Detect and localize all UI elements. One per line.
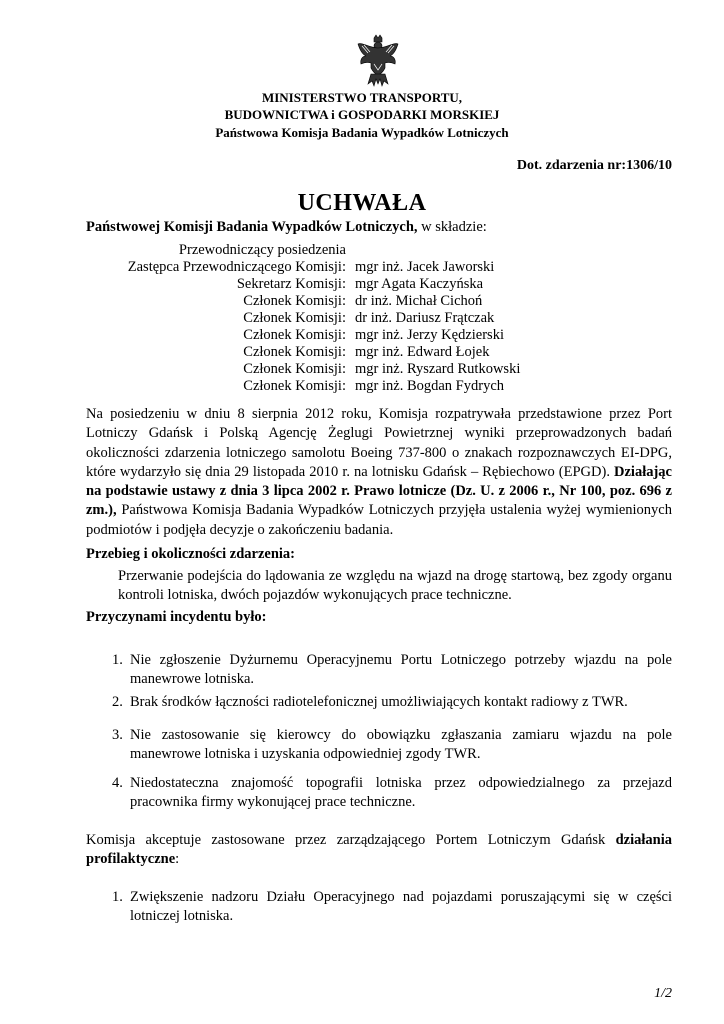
intro-part2: Państwowa Komisja Badania Wypadków Lotniczych przyjęła ustalenia wyżej wymienionych podmiotów i podjęła decyzje o zakończeniu badania. <box>86 502 672 538</box>
member-names <box>355 259 520 395</box>
composition-intro-bold: Państwowej Komisji Badania Wypadków Lotniczych, <box>86 219 418 235</box>
cause-item <box>112 726 672 764</box>
ministry-name-line2: BUDOWNICTWA i GOSPODARKI MORSKIEJ <box>224 107 500 122</box>
member-name: mgr inż. Jerzy Kędzierski <box>355 327 504 343</box>
cause-number: 1. <box>112 652 123 668</box>
role-chair: Przewodniczący posiedzenia <box>178 242 346 258</box>
role-member: Członek Komisji: <box>243 293 346 309</box>
member-name: mgr inż. Bogdan Fydrych <box>355 378 505 394</box>
cause-number: 2. <box>112 694 123 710</box>
course-text: Przerwanie podejścia do lądowania ze względu na wjazd na drogę startową, bez zgody organu kontroli lotniska, dwóch pojazdów wykonujących prace techniczne. <box>118 568 672 603</box>
composition-intro-rest: w składzie: <box>417 219 487 235</box>
page-number: 1/2 <box>654 986 672 1001</box>
ministry-name-line1: MINISTERSTWO TRANSPORTU, <box>261 90 463 105</box>
member-name: dr inż. Dariusz Frątczak <box>355 310 495 326</box>
preventive-paragraph <box>86 831 672 870</box>
cause-text: Nie zastosowanie się kierowcy do obowiązku zgłaszania zamiaru wjazdu na pole manewrowe lotniska i uzyskania odpowiedniej zgody TWR. <box>130 727 672 762</box>
member-name: dr inż. Michał Cichoń <box>355 293 483 309</box>
incident-reference: Dot. zdarzenia nr:1306/10 <box>516 158 672 173</box>
member-name: mgr inż. Jacek Jaworski <box>355 259 495 275</box>
role-member: Członek Komisji: <box>243 344 346 360</box>
role-member: Członek Komisji: <box>243 378 346 394</box>
intro-paragraph <box>86 405 672 540</box>
role-member: Członek Komisji: <box>243 310 346 326</box>
role-deputy: Zastępca Przewodniczącego Komisji: <box>127 259 346 275</box>
cause-text: Brak środków łączności radiotelefonicznej umożliwiających kontakt radiowy z TWR. <box>130 694 628 710</box>
member-name: mgr Agata Kaczyńska <box>355 276 484 292</box>
member-name: mgr inż. Edward Łojek <box>355 344 490 360</box>
role-secretary: Sekretarz Komisji: <box>236 276 346 292</box>
cause-number: 3. <box>112 727 123 743</box>
preventive-bold: działania profilaktyczne <box>86 832 672 868</box>
cause-item <box>112 693 672 712</box>
cause-item <box>112 651 672 689</box>
preventive-number: 1. <box>112 889 123 905</box>
cause-number: 4. <box>112 775 123 791</box>
causes-heading: Przyczynami incydentu było: <box>86 609 267 625</box>
composition-intro <box>86 219 487 236</box>
preventive-item-text: Zwiększenie nadzoru Działu Operacyjnego nad pojazdami poruszającymi się w części lotniczej lotniska. <box>130 889 672 924</box>
commission-name: Państwowa Komisja Badania Wypadków Lotniczych <box>215 125 509 140</box>
document-title: UCHWAŁA <box>297 190 427 216</box>
role-member: Członek Komisji: <box>243 327 346 343</box>
member-roles <box>86 242 346 395</box>
cause-text: Nie zgłoszenie Dyżurnemu Operacyjnemu Portu Lotniczego potrzeby wjazdu na pole manewrowe lotniska. <box>130 652 672 687</box>
cause-item <box>112 774 672 812</box>
intro-legal-basis: Działając na podstawie ustawy z dnia 3 lipca 2002 r. Prawo lotnicze (Dz. U. z 2006 r., Nr 100, poz. 696 z zm.), <box>86 463 672 519</box>
preventive-text: Komisja akceptuje zastosowane przez zarządzającego Portem Lotniczym Gdańsk <box>86 832 616 848</box>
intro-part1: Na posiedzeniu w dniu 8 sierpnia 2012 roku, Komisja rozpatrywała przedstawione przez Port Lotniczy Gdańsk i Polską Agencję Żeglugi Powietrznej wyniki przeprowadzonych badań okoliczności zdarzenia lotniczego samolotu Boeing 737-800 o znakach rozpoznawczych EI-DPG, które wydarzyło się dnia 29 listopada 2010 r. na lotnisku Gdańsk – Rębiechowo (EPGD). <box>86 406 672 480</box>
member-name: mgr inż. Ryszard Rutkowski <box>355 361 521 377</box>
role-member: Członek Komisji: <box>243 361 346 377</box>
preventive-item <box>112 888 672 926</box>
cause-text: Niedostateczna znajomość topografii lotniska przez odpowiedzialnego za przejazd pracownika firmy wykonującej prace techniczne. <box>130 775 672 810</box>
polish-eagle-emblem-icon <box>356 34 400 88</box>
preventive-end: : <box>175 851 180 868</box>
course-heading: Przebieg i okoliczności zdarzenia: <box>86 546 295 562</box>
